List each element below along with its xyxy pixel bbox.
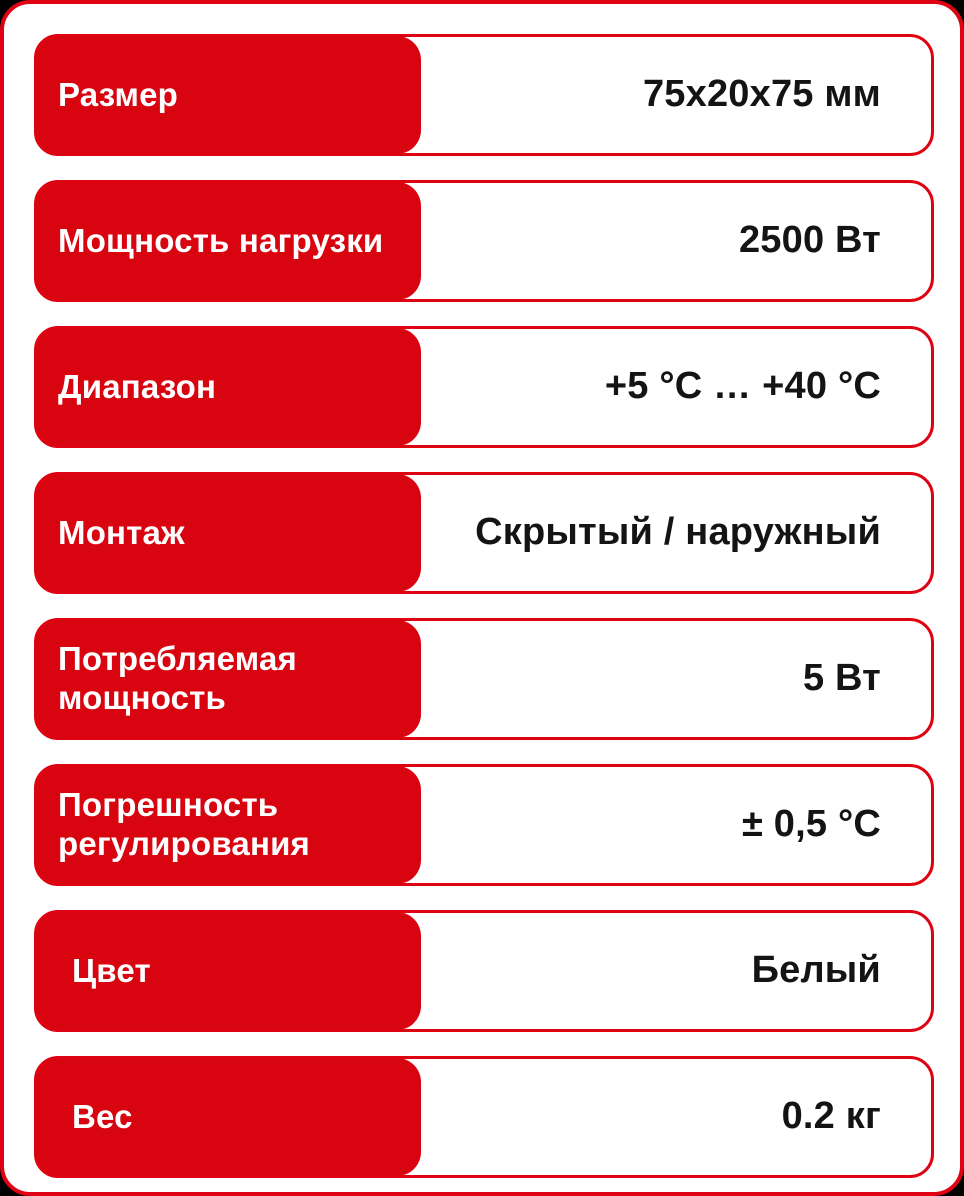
spec-value: Белый <box>751 949 881 992</box>
spec-value: 2500 Вт <box>738 219 881 262</box>
spec-label-pill <box>36 36 421 154</box>
spec-label: Вес <box>72 1097 133 1135</box>
spec-label-pill <box>36 474 421 592</box>
spec-label: Размер <box>58 75 179 113</box>
spec-row-color <box>34 910 934 1032</box>
spec-row-accuracy <box>34 764 934 886</box>
spec-label: Монтаж <box>58 513 185 551</box>
spec-value: Скрытый / наружный <box>475 511 881 554</box>
spec-label-pill <box>36 912 421 1030</box>
spec-label: Потребляемая мощность <box>58 640 297 716</box>
spec-value: 75х20х75 мм <box>642 73 881 116</box>
spec-row-consumption <box>34 618 934 740</box>
spec-value: +5 °C … +40 °C <box>604 365 881 408</box>
spec-label: Погрешность регулирования <box>58 786 311 862</box>
spec-label-pill <box>36 328 421 446</box>
spec-value: 5 Вт <box>802 657 881 700</box>
spec-row-load-power <box>34 180 934 302</box>
spec-label-pill <box>36 182 421 300</box>
spec-value: 0.2 кг <box>781 1095 881 1138</box>
spec-label-pill <box>36 1058 421 1176</box>
spec-label: Цвет <box>72 951 151 989</box>
spec-label: Диапазон <box>58 367 217 405</box>
spec-label-pill <box>36 766 421 884</box>
spec-row-size <box>34 34 934 156</box>
spec-label-pill <box>36 620 421 738</box>
spec-row-weight <box>34 1056 934 1178</box>
spec-row-range <box>34 326 934 448</box>
spec-row-mounting <box>34 472 934 594</box>
spec-label: Мощность нагрузки <box>58 221 384 259</box>
spec-value: ± 0,5 °C <box>741 803 881 846</box>
